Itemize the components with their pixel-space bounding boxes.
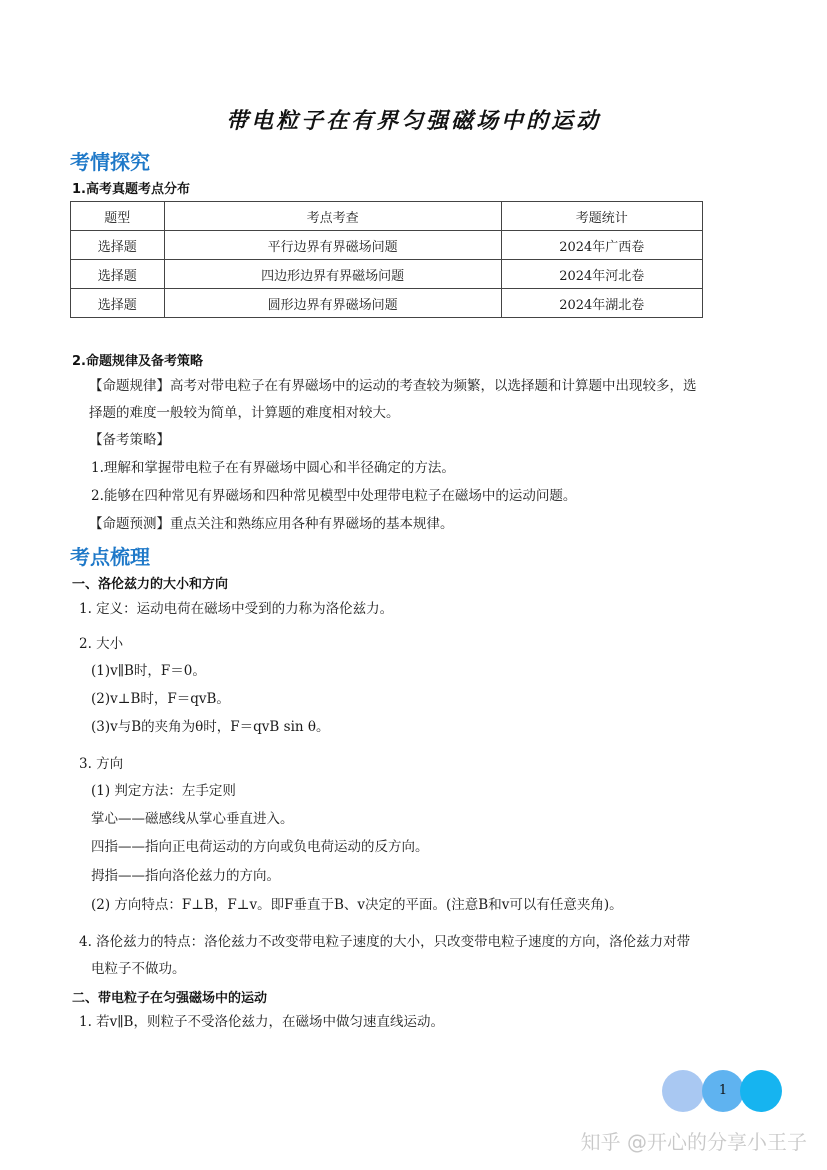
table-cell: 选择题: [71, 289, 165, 318]
list-item: 2. 大小: [79, 636, 124, 652]
forecast-text: 【命题预测】重点关注和熟练应用各种有界磁场的基本规律。: [89, 516, 454, 532]
page-number-badge: [662, 1070, 784, 1112]
list-sub-item: (2)v⊥B时，F＝qvB。: [91, 691, 230, 707]
watermark-text: 知乎 @开心的分享小王子: [580, 1130, 807, 1154]
list-item: 1. 若v∥B，则粒子不受洛伦兹力，在磁场中做匀速直线运动。: [79, 1014, 444, 1030]
strategy-item: 2.能够在四种常见有界磁场和四种常见模型中处理带电粒子在磁场中的运动问题。: [91, 488, 577, 504]
section-heading-key-points: 考点梳理: [70, 545, 150, 569]
table-header-row: [71, 202, 703, 231]
strategy-label: 【备考策略】: [89, 432, 170, 448]
table-cell: 选择题: [71, 231, 165, 260]
page-number: 1: [718, 1083, 728, 1098]
table-cell: 四边形边界有界磁场问题: [164, 260, 501, 289]
part-title-uniform-field-motion: 二、带电粒子在匀强磁场中的运动: [72, 991, 268, 1006]
list-sub-item: (3)v与B的夹角为θ时，F＝qvB sin θ。: [91, 719, 330, 735]
table-cell: 2024年广西卷: [501, 231, 702, 260]
exam-distribution-table: [70, 201, 703, 318]
table-cell: 2024年湖北卷: [501, 289, 702, 318]
list-sub-item: 四指——指向正电荷运动的方向或负电荷运动的反方向。: [91, 839, 429, 855]
table-header-cell: 题型: [71, 202, 165, 231]
list-item-continued: 电粒子不做功。: [91, 961, 186, 977]
part-title-lorentz-force: 一、洛伦兹力的大小和方向: [72, 577, 229, 592]
rule-text-line: 择题的难度一般较为简单，计算题的难度相对较大。: [89, 405, 400, 421]
list-sub-item: (1)v∥B时，F＝0。: [91, 663, 206, 679]
table-header-cell: 考题统计: [501, 202, 702, 231]
list-sub-item: 掌心——磁感线从掌心垂直进入。: [91, 811, 294, 827]
list-item: 1. 定义：运动电荷在磁场中受到的力称为洛伦兹力。: [79, 601, 394, 617]
table-cell: 2024年河北卷: [501, 260, 702, 289]
section-heading-exam-analysis: 考情探究: [70, 150, 150, 174]
list-sub-item: (2) 方向特点：F⊥B，F⊥v。即F垂直于B、v决定的平面。(注意B和v可以有任意夹角)。: [91, 897, 623, 913]
table-cell: 选择题: [71, 260, 165, 289]
table-header-cell: 考点考查: [164, 202, 501, 231]
bubble-left: [662, 1070, 704, 1112]
page-title: 带电粒子在有界匀强磁场中的运动: [225, 108, 601, 134]
rule-text-line: 【命题规律】高考对带电粒子在有界磁场中的运动的考查较为频繁，以选择题和计算题中出现较多，选: [89, 378, 697, 394]
list-sub-item: 拇指——指向洛伦兹力的方向。: [91, 868, 280, 884]
table-row: [71, 260, 703, 289]
table-row: [71, 231, 703, 260]
sub-heading-strategy: 2.命题规律及备考策略: [72, 354, 203, 369]
list-item: 3. 方向: [79, 756, 124, 772]
table-row: [71, 289, 703, 318]
table-cell: 平行边界有界磁场问题: [164, 231, 501, 260]
bubble-right: [740, 1070, 782, 1112]
list-sub-item: (1) 判定方法：左手定则: [91, 783, 236, 799]
sub-heading-exam-distribution: 1.高考真题考点分布: [72, 182, 190, 197]
table-cell: 圆形边界有界磁场问题: [164, 289, 501, 318]
strategy-item: 1.理解和掌握带电粒子在有界磁场中圆心和半径确定的方法。: [91, 460, 455, 476]
list-item: 4. 洛伦兹力的特点：洛伦兹力不改变带电粒子速度的大小，只改变带电粒子速度的方向，洛伦兹力对带: [79, 934, 691, 950]
